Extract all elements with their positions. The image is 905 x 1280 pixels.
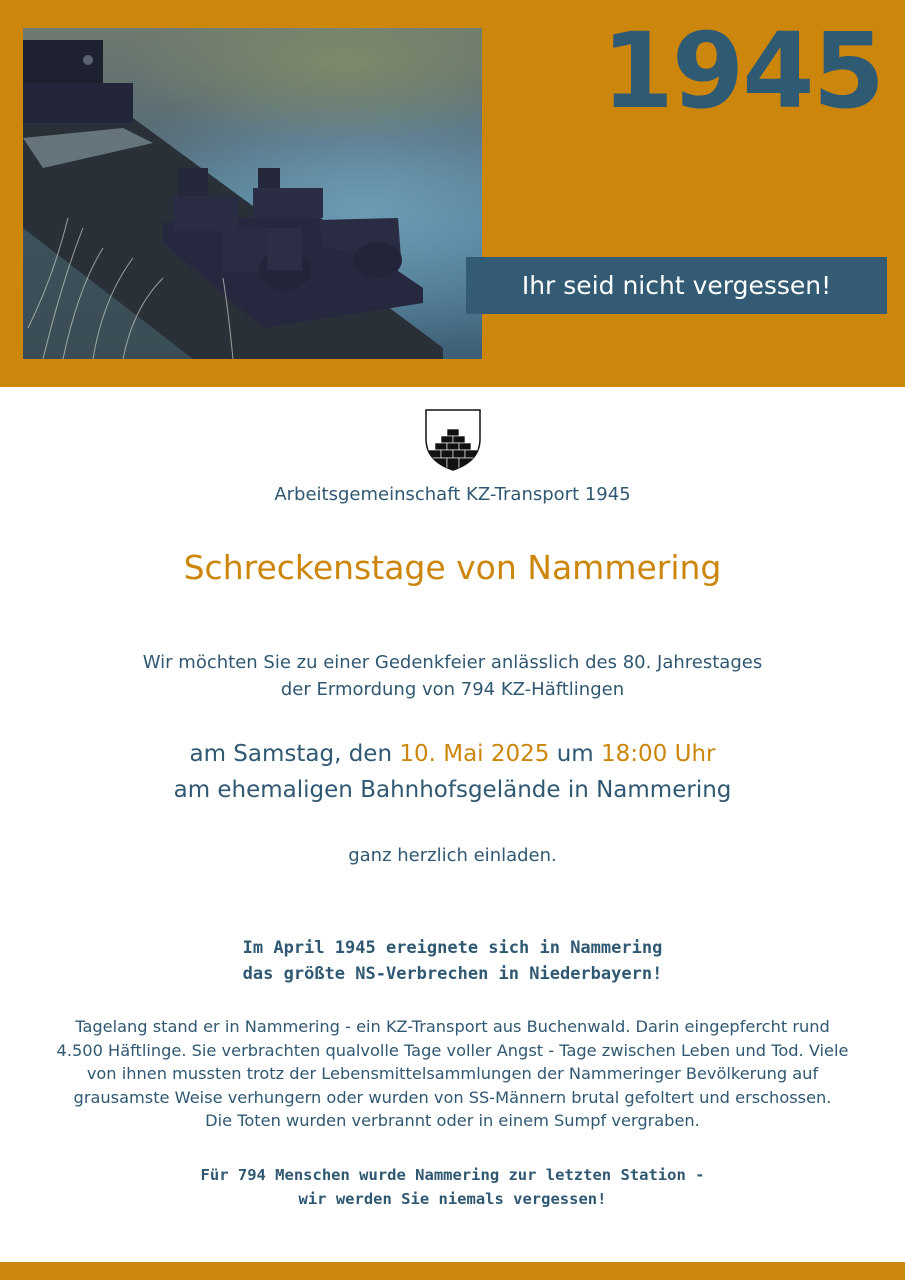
event-headline: Schreckenstage von Nammering [183,548,722,587]
event-date-prefix: am Samstag, den [189,741,400,767]
closing-statement [0,1163,905,1211]
event-date: 10. Mai 2025 [399,741,550,767]
invitation-text [0,649,905,703]
event-time-prefix: um [549,741,602,767]
welcome-text: ganz herzlich einladen. [348,845,557,866]
year-heading: 1945 [601,10,883,132]
organization-name: Arbeitsgemeinschaft KZ-Transport 1945 [274,484,631,505]
railway-track-image-icon [23,28,482,359]
event-location: am ehemaligen Bahnhofsgelände in Nammering [173,777,732,803]
railway-photo [23,28,482,359]
header-band [0,0,905,387]
tagline-banner [466,257,887,314]
historical-fact [0,935,905,987]
story-line: grausamste Weise verhungern oder wurden von SS-Männern brutal gefoltert und erschossen. [73,1087,832,1107]
fact-line-1: Im April 1945 ereignete sich in Nammering [242,938,663,958]
invitation-line-2: der Ermordung von 794 KZ-Häftlingen [280,679,625,700]
footer-band [0,1262,905,1280]
story-line: von ihnen mussten trotz der Lebensmittelsammlungen der Nammeringer Bevölkerung auf [86,1064,819,1084]
closing-line-2: wir werden Sie niemals vergessen! [298,1190,607,1208]
fact-line-2: das größte NS-Verbrechen in Niederbayern! [242,964,663,984]
event-datetime [0,736,905,772]
event-details [0,736,905,808]
closing-line-1: Für 794 Menschen wurde Nammering zur letzten Station - [200,1166,705,1184]
story-line: 4.500 Häftlinge. Sie verbrachten qualvolle Tage voller Angst - Tage zwischen Leben und Tod. Viele [56,1040,849,1060]
invitation-line-1: Wir möchten Sie zu einer Gedenkfeier anlässlich des 80. Jahrestages [142,652,763,673]
tagline-text: Ihr seid nicht vergessen! [521,271,832,300]
story-line: Die Toten wurden verbrannt oder in einem Sumpf vergraben. [205,1111,700,1131]
story-paragraph [30,1015,875,1133]
coat-of-arms-icon [425,409,481,471]
story-line: Tagelang stand er in Nammering - ein KZ-Transport aus Buchenwald. Darin eingepfercht rund [75,1017,830,1036]
event-time: 18:00 Uhr [601,741,716,767]
